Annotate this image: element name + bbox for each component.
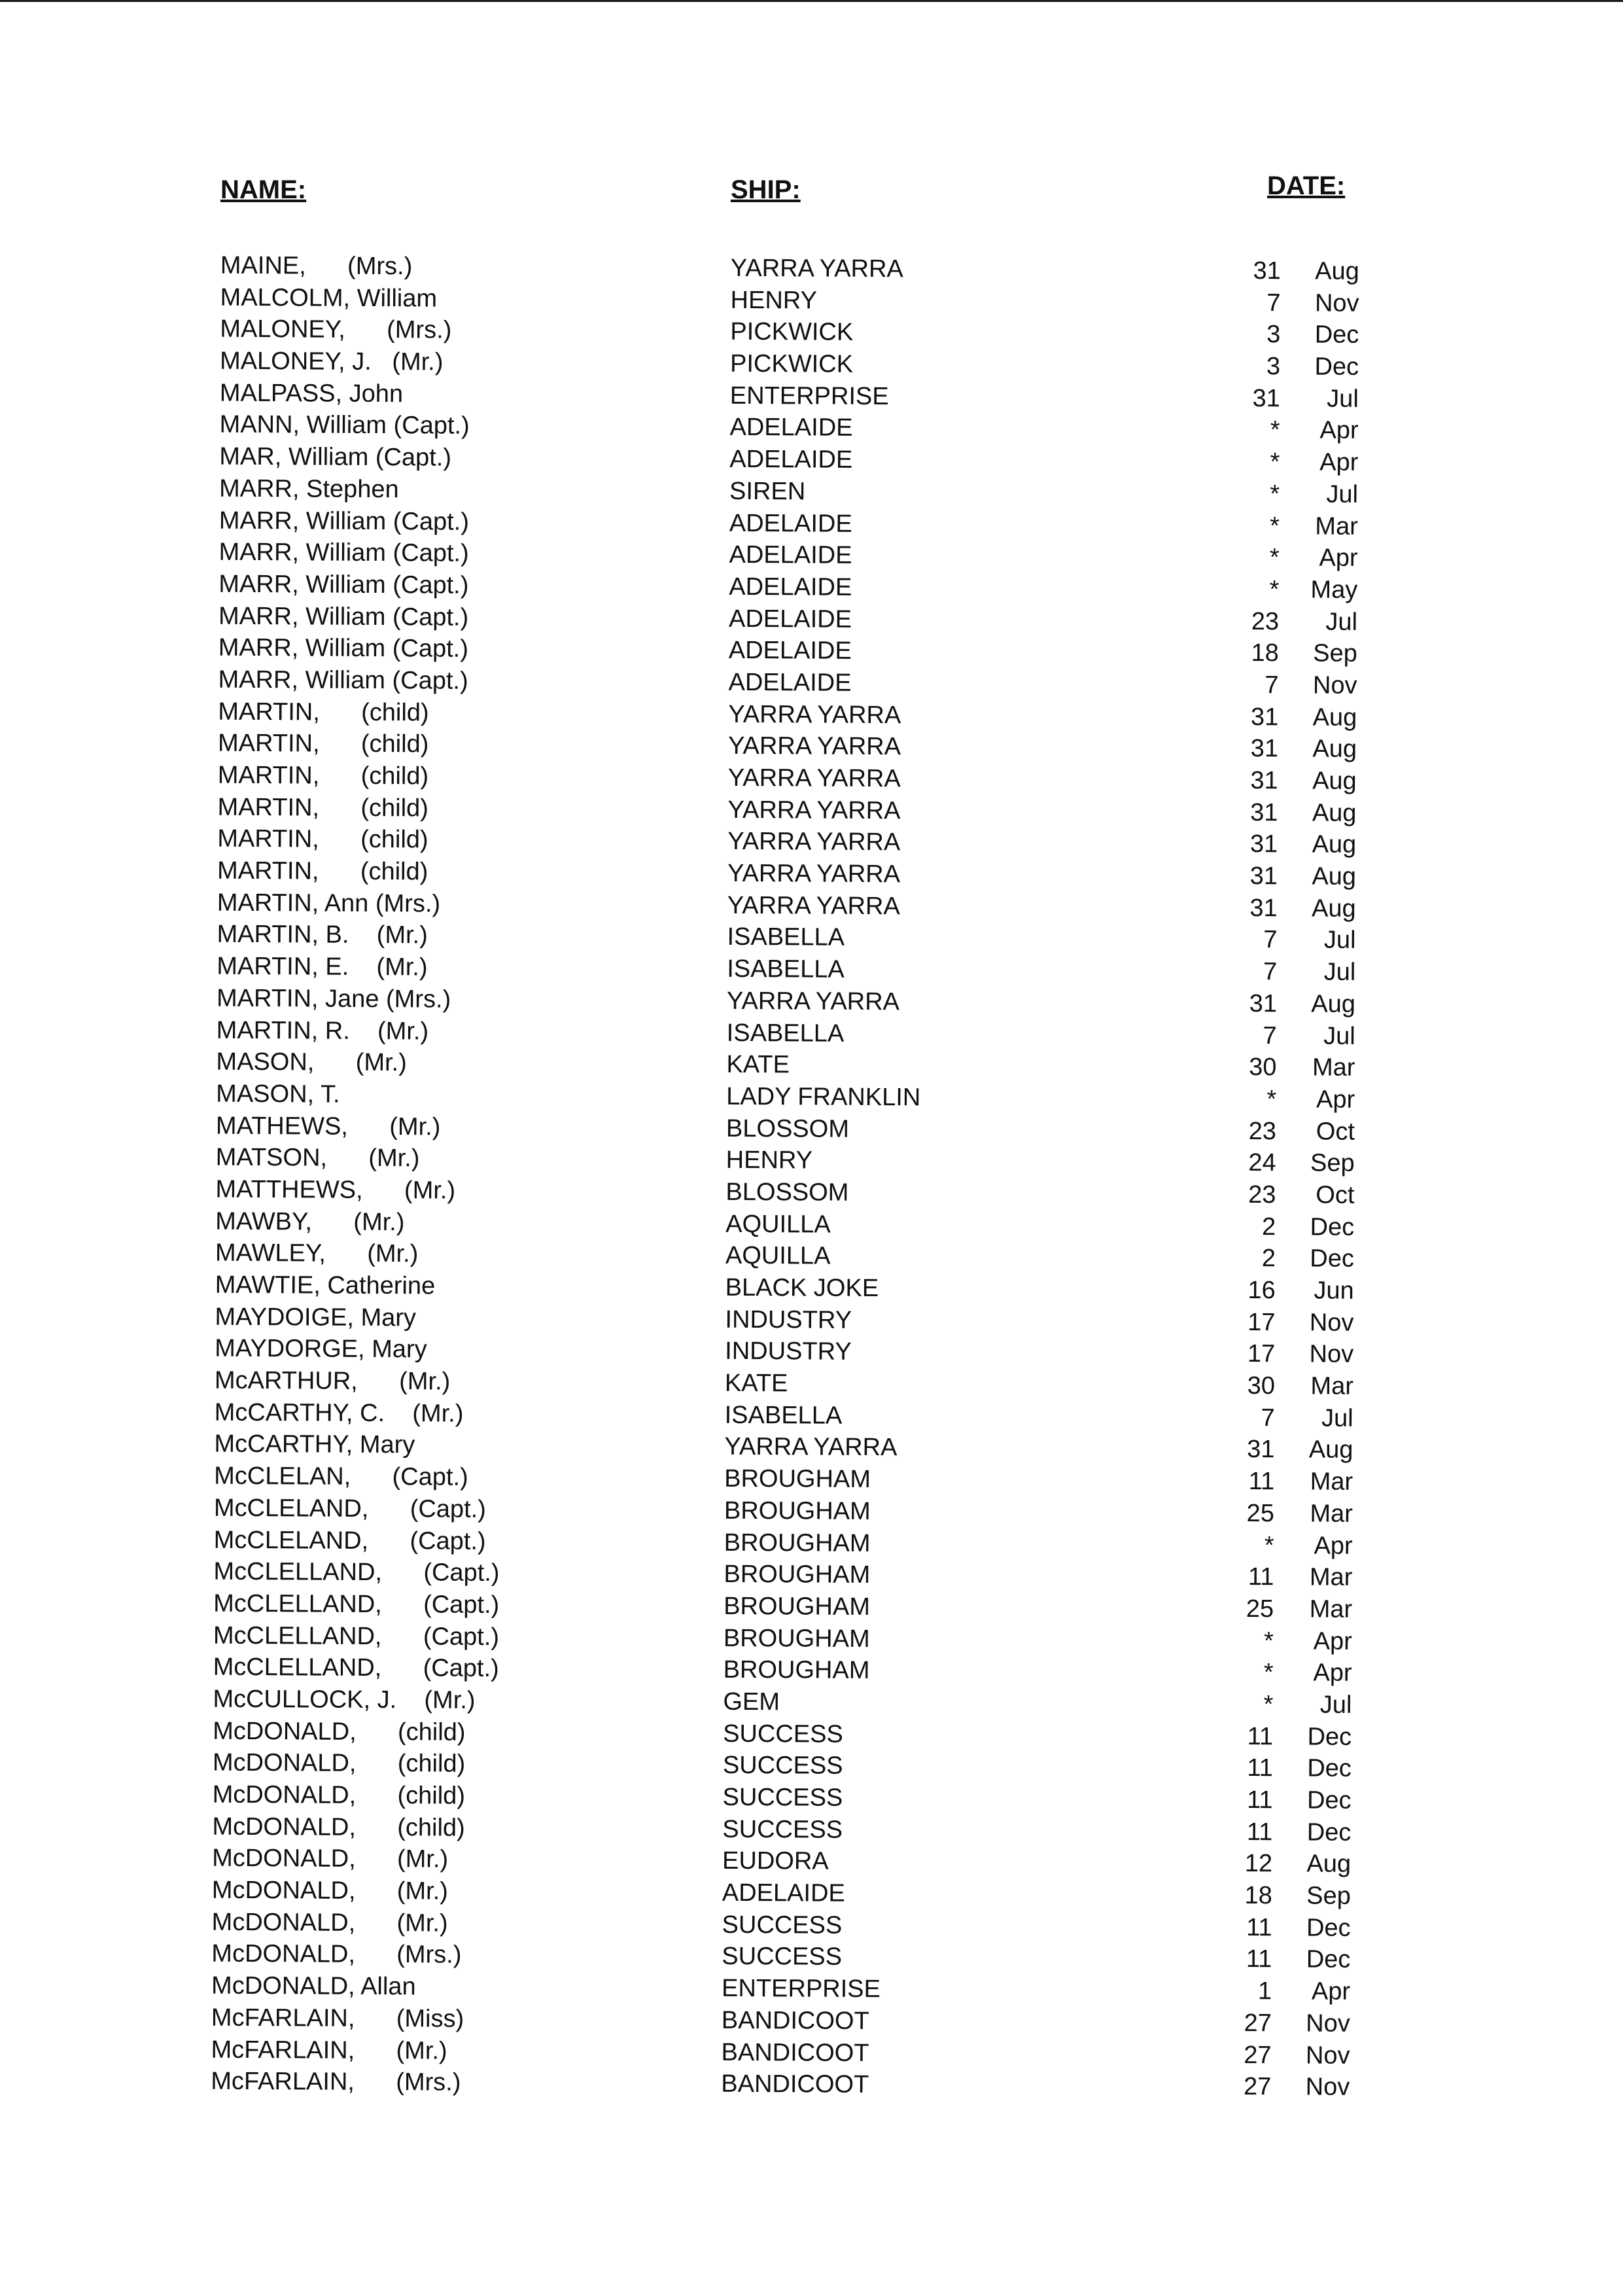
passenger-name: MAWBY, (Mr.) xyxy=(215,1207,405,1236)
ship-name: AQUILLA xyxy=(725,1242,831,1270)
ship-name: BANDICOOT xyxy=(721,2070,869,2099)
arrival-day: 31 xyxy=(1249,830,1278,858)
passenger-name: McCLELLAND, (Capt.) xyxy=(213,1653,499,1683)
passenger-name: MATTHEWS, (Mr.) xyxy=(215,1175,456,1205)
arrival-month: Aug xyxy=(1311,990,1356,1018)
arrival-month: Dec xyxy=(1314,321,1359,349)
arrival-month: Nov xyxy=(1309,1340,1354,1369)
arrival-month: Dec xyxy=(1306,1818,1352,1846)
passenger-name: MARTIN, R. (Mr.) xyxy=(216,1016,429,1045)
arrival-day: * xyxy=(1264,1531,1274,1559)
ship-name: YARRA YARRA xyxy=(727,828,901,857)
ship-name: YARRA YARRA xyxy=(727,859,901,889)
ship-name: EUDORA xyxy=(722,1847,829,1876)
arrival-day: 31 xyxy=(1249,894,1278,922)
arrival-day: 11 xyxy=(1247,1754,1273,1782)
arrival-day: 16 xyxy=(1248,1277,1276,1305)
arrival-day: 7 xyxy=(1263,958,1278,986)
passenger-name: McDONALD, (Mrs.) xyxy=(211,1940,462,1969)
passenger-name: MAWLEY, (Mr.) xyxy=(215,1239,419,1268)
ship-name: ISABELLA xyxy=(727,955,845,983)
arrival-month: Mar xyxy=(1310,1468,1353,1496)
ship-name: ADELAIDE xyxy=(722,1879,845,1907)
arrival-day: * xyxy=(1270,448,1280,476)
passenger-name: McCLELLAND, (Capt.) xyxy=(213,1557,500,1587)
ship-name: ADELAIDE xyxy=(729,509,852,538)
passenger-name: McCLELLAND, (Capt.) xyxy=(213,1621,500,1651)
ship-name: KATE xyxy=(726,1051,790,1079)
arrival-day: 3 xyxy=(1266,321,1281,349)
arrival-month: Jul xyxy=(1326,480,1359,508)
arrival-day: 27 xyxy=(1243,2073,1272,2101)
arrival-day: 7 xyxy=(1263,1021,1277,1050)
arrival-day: 30 xyxy=(1249,1053,1277,1082)
passenger-name: McDONALD, (child) xyxy=(212,1780,466,1810)
arrival-month: Aug xyxy=(1312,799,1357,827)
page-top-border xyxy=(0,0,1623,2)
passenger-name: MARR, Stephen xyxy=(218,474,399,504)
passenger-name: MARTIN, Jane (Mrs.) xyxy=(216,984,451,1014)
arrival-month: Apr xyxy=(1314,1532,1353,1560)
passenger-name: MATSON, (Mr.) xyxy=(215,1143,420,1173)
arrival-day: * xyxy=(1263,1627,1274,1655)
passenger-name: MASON, T. xyxy=(216,1080,340,1108)
ship-name: BROUGHAM xyxy=(723,1624,870,1653)
arrival-day: 3 xyxy=(1266,353,1281,381)
arrival-month: Mar xyxy=(1310,1372,1354,1400)
name-column-header: NAME: xyxy=(220,175,307,204)
ship-name: BLOSSOM xyxy=(725,1114,850,1143)
passenger-name: McDONALD, (child) xyxy=(213,1717,466,1746)
ship-name: YARRA YARRA xyxy=(730,254,903,283)
ship-name: INDUSTRY xyxy=(725,1337,852,1366)
arrival-month: Nov xyxy=(1305,2041,1350,2070)
passenger-list xyxy=(0,249,1623,2105)
arrival-month: Aug xyxy=(1312,862,1357,891)
passenger-name: MARTIN, (child) xyxy=(217,793,428,822)
passenger-name: McFARLAIN, (Miss) xyxy=(211,2004,464,2033)
passenger-name: MARR, William (Capt.) xyxy=(218,506,470,536)
arrival-day: 18 xyxy=(1251,639,1279,667)
passenger-name: McCLELAND, (Capt.) xyxy=(213,1526,486,1555)
arrival-day: 7 xyxy=(1266,289,1281,317)
ship-name: SUCCESS xyxy=(722,1815,843,1844)
arrival-day: 23 xyxy=(1251,607,1280,635)
arrival-month: Jul xyxy=(1323,927,1356,955)
ship-name: ADELAIDE xyxy=(728,605,852,633)
arrival-month: Oct xyxy=(1316,1118,1355,1146)
ship-name: ADELAIDE xyxy=(729,541,852,570)
ship-name: BROUGHAM xyxy=(724,1561,871,1589)
arrival-day: 30 xyxy=(1247,1372,1276,1400)
passenger-name: McCARTHY, Mary xyxy=(214,1430,415,1459)
arrival-month: Jul xyxy=(1323,958,1356,986)
arrival-day: 23 xyxy=(1248,1117,1277,1145)
arrival-day: 7 xyxy=(1265,671,1279,699)
passenger-name: McCLELAN, (Capt.) xyxy=(214,1462,468,1491)
ship-name: ADELAIDE xyxy=(728,668,852,697)
ship-name: YARRA YARRA xyxy=(727,891,900,920)
passenger-name: McDONALD, (Mr.) xyxy=(211,1908,448,1937)
ship-name: ADELAIDE xyxy=(729,573,852,601)
ship-name: BANDICOOT xyxy=(721,2006,869,2035)
arrival-month: Mar xyxy=(1312,1053,1355,1082)
ship-name: BLOSSOM xyxy=(725,1178,849,1207)
ship-name: ISABELLA xyxy=(724,1401,843,1430)
arrival-month: Aug xyxy=(1312,830,1357,859)
arrival-day: 11 xyxy=(1247,1722,1274,1750)
passenger-name: MARTIN, (child) xyxy=(218,698,429,727)
arrival-day: 17 xyxy=(1248,1308,1276,1336)
arrival-month: Apr xyxy=(1319,544,1358,573)
arrival-day: * xyxy=(1269,544,1280,572)
ship-name: SUCCESS xyxy=(722,1752,843,1780)
date-column-header: DATE: xyxy=(1267,171,1346,200)
arrival-day: 2 xyxy=(1261,1245,1276,1273)
ship-name: YARRA YARRA xyxy=(727,732,901,761)
arrival-month: Nov xyxy=(1305,2073,1350,2102)
passenger-name: MARR, William (Capt.) xyxy=(218,634,469,663)
ship-name: GEM xyxy=(723,1687,780,1716)
arrival-day: * xyxy=(1270,480,1280,508)
passenger-name: MALONEY, (Mrs.) xyxy=(220,315,452,344)
ship-name: SUCCESS xyxy=(722,1911,843,1939)
arrival-day: 7 xyxy=(1261,1404,1275,1432)
ship-name: SUCCESS xyxy=(723,1720,843,1748)
passenger-name: McARTHUR, (Mr.) xyxy=(214,1366,451,1396)
arrival-month: Mar xyxy=(1315,512,1358,540)
ship-name: BROUGHAM xyxy=(724,1528,871,1557)
passenger-name: McDONALD, (Mr.) xyxy=(211,1876,448,1905)
passenger-name: McDONALD, (child) xyxy=(212,1812,465,1842)
arrival-month: Aug xyxy=(1312,735,1357,764)
arrival-day: 11 xyxy=(1246,1945,1272,1973)
arrival-day: * xyxy=(1263,1659,1274,1687)
passenger-name: McCARTHY, C. (Mr.) xyxy=(214,1398,464,1428)
arrival-month: Sep xyxy=(1313,639,1357,668)
arrival-day: 7 xyxy=(1263,926,1278,954)
arrival-month: Dec xyxy=(1307,1723,1352,1751)
passenger-name: MARTIN, (child) xyxy=(217,825,428,854)
arrival-day: * xyxy=(1263,1691,1274,1719)
passenger-name: MATHEWS, (Mr.) xyxy=(215,1112,441,1141)
arrival-day: * xyxy=(1269,512,1280,540)
ship-name: YARRA YARRA xyxy=(727,764,901,793)
ship-name: AQUILLA xyxy=(725,1210,831,1239)
ship-name: BLACK JOKE xyxy=(725,1273,879,1303)
arrival-month: Jul xyxy=(1323,1022,1355,1050)
ship-name: BANDICOOT xyxy=(721,2038,869,2067)
arrival-month: Dec xyxy=(1306,1786,1352,1814)
ship-name: HENRY xyxy=(730,286,818,315)
passenger-name: McDONALD, (Mr.) xyxy=(212,1845,449,1873)
ship-name: ADELAIDE xyxy=(728,637,852,665)
passenger-name: McCULLOCK, J. (Mr.) xyxy=(213,1685,476,1714)
arrival-day: 31 xyxy=(1253,257,1281,285)
arrival-day: 31 xyxy=(1252,384,1280,412)
ship-name: ISABELLA xyxy=(726,1019,845,1048)
passenger-name: McDONALD, Allan xyxy=(211,1971,416,2001)
passenger-name: MARTIN, (child) xyxy=(217,761,429,790)
passenger-name: McFARLAIN, (Mrs.) xyxy=(211,2067,461,2096)
arrival-month: Jun xyxy=(1314,1277,1354,1305)
arrival-month: Nov xyxy=(1312,671,1357,699)
passenger-name: MALPASS, John xyxy=(219,379,404,408)
arrival-day: * xyxy=(1270,416,1280,444)
arrival-month: Nov xyxy=(1306,2009,1350,2038)
arrival-day: * xyxy=(1269,576,1280,604)
passenger-name: MARTIN, Ann (Mrs.) xyxy=(217,889,441,918)
arrival-month: Jul xyxy=(1319,1691,1352,1719)
arrival-day: 31 xyxy=(1250,767,1278,795)
arrival-day: 31 xyxy=(1249,862,1278,891)
arrival-month: Apr xyxy=(1313,1627,1352,1655)
ship-name: SUCCESS xyxy=(722,1783,843,1812)
arrival-month: Mar xyxy=(1310,1500,1353,1528)
ship-name: ADELAIDE xyxy=(729,445,853,474)
arrival-month: Jul xyxy=(1321,1404,1353,1432)
arrival-month: Sep xyxy=(1310,1149,1355,1178)
arrival-month: Aug xyxy=(1312,767,1357,795)
arrival-month: Mar xyxy=(1309,1563,1353,1592)
arrival-day: 2 xyxy=(1261,1212,1276,1241)
arrival-month: Jul xyxy=(1327,385,1359,413)
arrival-day: 11 xyxy=(1247,1786,1273,1814)
passenger-name: MARR, William (Capt.) xyxy=(218,538,469,567)
passenger-name: MARR, William (Capt.) xyxy=(218,665,468,695)
arrival-day: 31 xyxy=(1250,703,1279,731)
arrival-month: Dec xyxy=(1306,1914,1351,1942)
arrival-day: 17 xyxy=(1247,1340,1276,1368)
ship-name: YARRA YARRA xyxy=(726,987,900,1016)
passenger-name: MAYDORGE, Mary xyxy=(215,1335,427,1364)
passenger-name: MARTIN, (child) xyxy=(217,857,428,886)
passenger-name: McCLELLAND, (Capt.) xyxy=(213,1589,500,1619)
passenger-name: MARR, William (Capt.) xyxy=(218,570,469,599)
arrival-month: Apr xyxy=(1311,1977,1351,2005)
ship-name: YARRA YARRA xyxy=(727,796,901,824)
passenger-name: MANN, William (Capt.) xyxy=(219,411,470,440)
ship-name: YARRA YARRA xyxy=(724,1433,898,1462)
arrival-day: 31 xyxy=(1250,735,1279,763)
arrival-month: Aug xyxy=(1315,257,1359,285)
arrival-month: Apr xyxy=(1313,1659,1352,1687)
ship-name: LADY FRANKLIN xyxy=(726,1082,921,1112)
arrival-day: 11 xyxy=(1248,1468,1275,1496)
arrival-day: 1 xyxy=(1257,1977,1272,2005)
passenger-name: MAYDOIGE, Mary xyxy=(215,1303,417,1332)
passenger-name: MARTIN, B. (Mr.) xyxy=(217,921,428,949)
arrival-day: 11 xyxy=(1246,1818,1273,1846)
arrival-month: Aug xyxy=(1308,1436,1353,1464)
passenger-name: McFARLAIN, (Mr.) xyxy=(211,2036,447,2065)
arrival-month: Oct xyxy=(1316,1181,1355,1209)
arrival-day: 12 xyxy=(1244,1850,1273,1878)
arrival-day: 11 xyxy=(1246,1913,1272,1941)
arrival-month: Nov xyxy=(1309,1309,1354,1337)
arrival-day: 25 xyxy=(1246,1595,1274,1623)
arrival-day: * xyxy=(1266,1086,1277,1114)
arrival-month: Apr xyxy=(1319,417,1359,445)
passenger-name: MAINE, (Mrs.) xyxy=(220,251,413,281)
arrival-month: Nov xyxy=(1314,289,1359,317)
ship-name: ADELAIDE xyxy=(729,414,853,442)
ship-name: ENTERPRISE xyxy=(721,1974,881,2004)
passenger-name: McDONALD, (child) xyxy=(212,1749,466,1778)
ship-name: INDUSTRY xyxy=(725,1305,852,1334)
passenger-name: MAWTIE, Catherine xyxy=(215,1271,436,1300)
passenger-name: MALCOLM, William xyxy=(220,283,438,313)
arrival-day: 31 xyxy=(1249,989,1278,1018)
ship-name: BROUGHAM xyxy=(724,1592,871,1621)
arrival-month: Aug xyxy=(1306,1850,1352,1879)
ship-name: BROUGHAM xyxy=(724,1464,871,1494)
arrival-month: Dec xyxy=(1307,1754,1352,1783)
arrival-day: 11 xyxy=(1248,1563,1274,1591)
arrival-month: Mar xyxy=(1309,1595,1353,1623)
arrival-month: Aug xyxy=(1312,703,1357,732)
arrival-month: Dec xyxy=(1314,353,1359,381)
arrival-day: 31 xyxy=(1250,798,1278,826)
ship-column-header: SHIP: xyxy=(731,175,801,204)
passenger-name: MASON, (Mr.) xyxy=(216,1048,407,1077)
arrival-day: 23 xyxy=(1248,1180,1276,1209)
passenger-name: MAR, William (Capt.) xyxy=(219,442,452,472)
arrival-month: Sep xyxy=(1306,1882,1351,1910)
arrival-month: Dec xyxy=(1306,1945,1351,1974)
ship-name: BROUGHAM xyxy=(723,1656,870,1685)
passenger-name: MARTIN, E. (Mr.) xyxy=(217,952,428,981)
arrival-day: 31 xyxy=(1247,1436,1275,1464)
passenger-name: MARR, William (Capt.) xyxy=(218,602,469,631)
arrival-month: Apr xyxy=(1316,1086,1355,1114)
ship-name: PICKWICK xyxy=(729,349,854,378)
arrival-day: 18 xyxy=(1244,1882,1272,1910)
ship-name: ISABELLA xyxy=(727,923,845,952)
arrival-day: 24 xyxy=(1248,1149,1276,1177)
ship-name: SUCCESS xyxy=(722,1943,843,1971)
ship-name: HENRY xyxy=(725,1146,813,1174)
ship-name: SIREN xyxy=(729,477,806,506)
arrival-month: May xyxy=(1310,576,1358,604)
arrival-month: Jul xyxy=(1325,608,1358,636)
ship-name: PICKWICK xyxy=(730,318,854,347)
arrival-day: 25 xyxy=(1246,1499,1275,1528)
ship-name: KATE xyxy=(724,1369,788,1398)
passenger-name: McCLELAND, (Capt.) xyxy=(213,1494,487,1523)
arrival-day: 27 xyxy=(1244,2009,1272,2038)
passenger-name: MARTIN, (child) xyxy=(217,730,429,758)
ship-name: BROUGHAM xyxy=(724,1496,871,1525)
arrival-month: Aug xyxy=(1312,894,1356,923)
arrival-month: Dec xyxy=(1310,1245,1355,1273)
ship-name: ENTERPRISE xyxy=(729,381,889,410)
arrival-month: Dec xyxy=(1310,1213,1355,1241)
ship-name: YARRA YARRA xyxy=(728,700,901,729)
passenger-name: MALONEY, J. (Mr.) xyxy=(219,347,444,376)
arrival-month: Apr xyxy=(1319,448,1359,477)
arrival-day: 27 xyxy=(1244,2041,1272,2069)
